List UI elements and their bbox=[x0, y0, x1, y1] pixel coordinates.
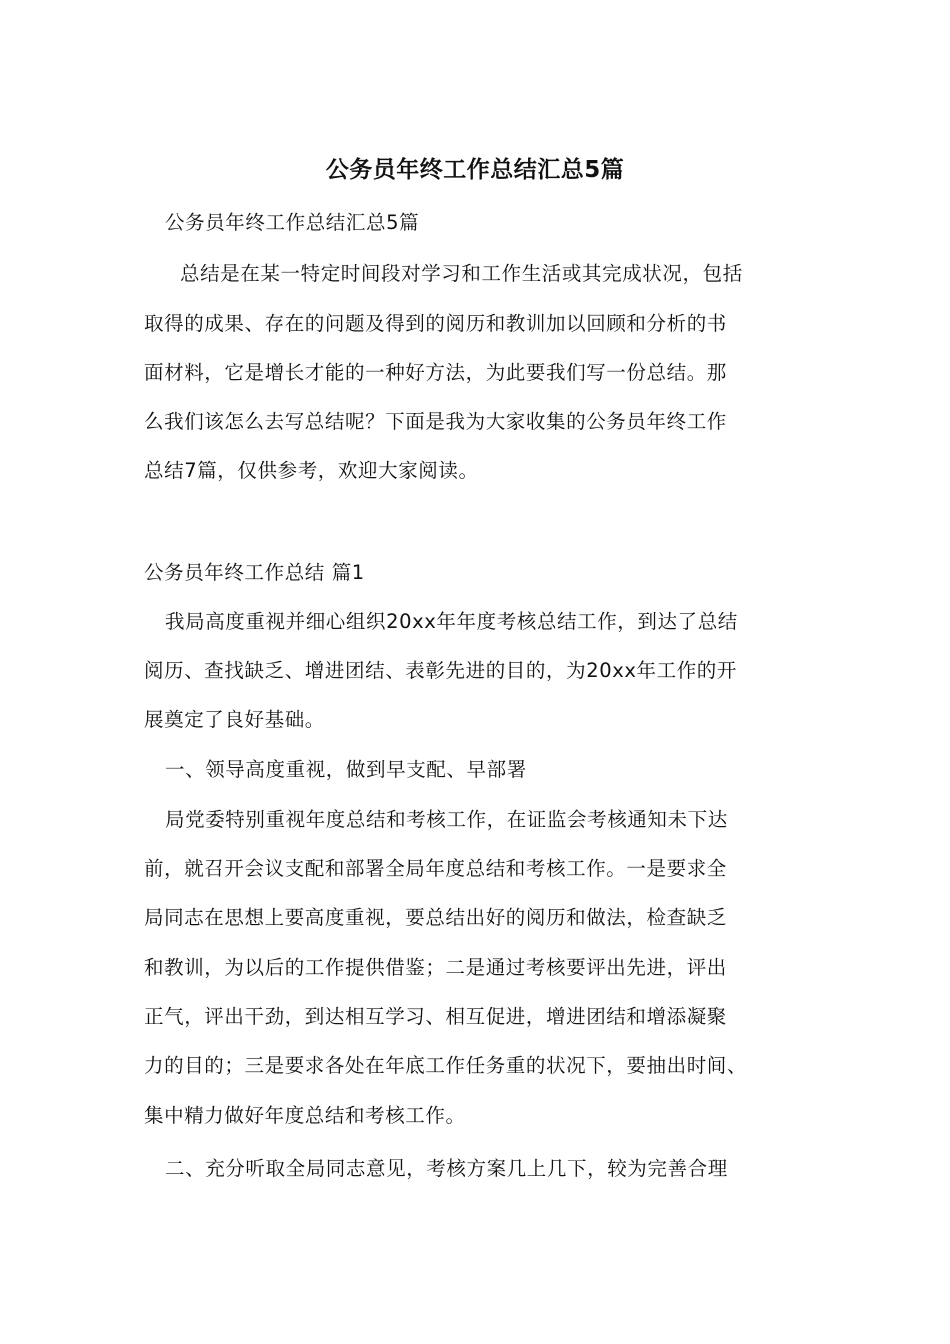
section-heading: 公务员年终工作总结 篇1 bbox=[144, 561, 365, 584]
body-line: 我局高度重视并细心组织20xx年年度考核总结工作，到达了总结 bbox=[165, 610, 738, 633]
document-title: 公务员年终工作总结汇总5篇 bbox=[325, 157, 625, 183]
body-line: 集中精力做好年度总结和考核工作。 bbox=[144, 1104, 466, 1127]
subtitle-line: 公务员年终工作总结汇总5篇 bbox=[165, 211, 420, 234]
body-line: 力的目的；三是要求各处在年底工作任务重的状况下，要抽出时间、 bbox=[144, 1054, 748, 1077]
subheading-1: 一、领导高度重视，做到早支配、早部署 bbox=[165, 758, 527, 781]
intro-line-2: 取得的成果、存在的问题及得到的阅历和教训加以回顾和分析的书 bbox=[144, 312, 727, 335]
intro-line-1: 总结是在某一特定时间段对学习和工作生活或其完成状况，包括 bbox=[180, 262, 743, 285]
intro-line-5: 总结7篇，仅供参考，欢迎大家阅读。 bbox=[144, 459, 479, 482]
body-line: 局同志在思想上要高度重视，要总结出好的阅历和做法，检查缺乏 bbox=[144, 906, 727, 929]
body-line: 和教训，为以后的工作提供借鉴；二是通过考核要评出先进，评出 bbox=[144, 956, 727, 979]
body-line: 局党委特别重视年度总结和考核工作，在证监会考核通知未下达 bbox=[165, 808, 728, 831]
body-line: 展奠定了良好基础。 bbox=[144, 708, 325, 731]
body-line: 正气，评出干劲，到达相互学习、相互促进，增进团结和增添凝聚 bbox=[144, 1005, 727, 1028]
body-line: 前，就召开会议支配和部署全局年度总结和考核工作。一是要求全 bbox=[144, 857, 727, 880]
intro-line-3: 面材料，它是增长才能的一种好方法，为此要我们写一份总结。那 bbox=[144, 361, 727, 384]
body-line: 阅历、查找缺乏、增进团结、表彰先进的目的，为20xx年工作的开 bbox=[144, 659, 737, 682]
intro-line-4: 么我们该怎么去写总结呢？下面是我为大家收集的公务员年终工作 bbox=[144, 410, 727, 433]
subheading-2: 二、充分听取全局同志意见，考核方案几上几下，较为完善合理 bbox=[165, 1157, 728, 1180]
